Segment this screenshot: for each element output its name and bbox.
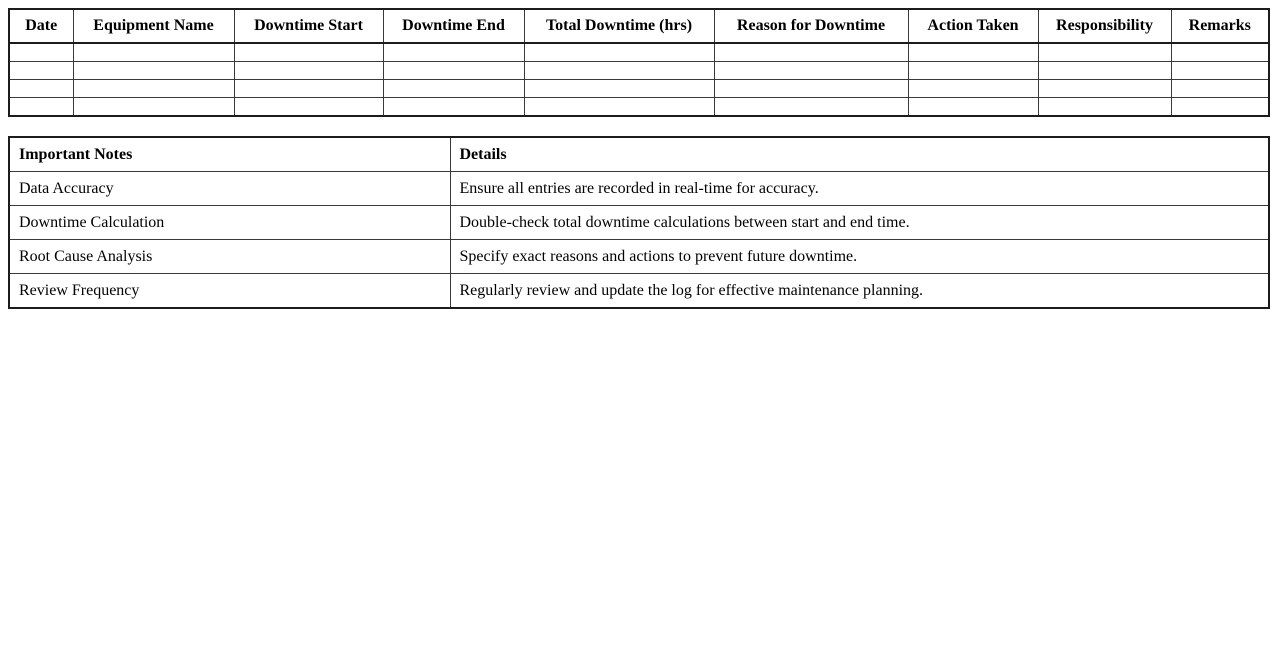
column-header-total-downtime: Total Downtime (hrs)	[524, 9, 714, 43]
table-row	[9, 98, 1269, 117]
empty-cell	[234, 43, 383, 62]
empty-cell	[908, 80, 1038, 98]
empty-cell	[9, 80, 73, 98]
table-row	[9, 240, 1269, 274]
empty-cell	[524, 43, 714, 62]
note-label: Root Cause Analysis	[9, 240, 450, 274]
table-row	[9, 274, 1269, 309]
empty-cell	[383, 43, 524, 62]
column-header-downtime-end: Downtime End	[383, 9, 524, 43]
empty-cell	[1038, 80, 1171, 98]
column-header-date: Date	[9, 9, 73, 43]
column-header-responsibility: Responsibility	[1038, 9, 1171, 43]
empty-cell	[73, 62, 234, 80]
empty-cell	[524, 98, 714, 117]
empty-cell	[383, 80, 524, 98]
column-header-remarks: Remarks	[1171, 9, 1269, 43]
empty-cell	[714, 98, 908, 117]
column-header-important-notes: Important Notes	[9, 137, 450, 172]
empty-cell	[1171, 43, 1269, 62]
empty-cell	[524, 80, 714, 98]
important-notes-table	[8, 136, 1270, 309]
empty-cell	[908, 98, 1038, 117]
table-row	[9, 43, 1269, 62]
empty-cell	[1038, 43, 1171, 62]
empty-cell	[714, 80, 908, 98]
empty-cell	[9, 43, 73, 62]
note-detail: Ensure all entries are recorded in real-time for accuracy.	[450, 172, 1269, 206]
note-label: Data Accuracy	[9, 172, 450, 206]
empty-cell	[73, 98, 234, 117]
column-header-downtime-start: Downtime Start	[234, 9, 383, 43]
empty-cell	[234, 98, 383, 117]
table-row	[9, 80, 1269, 98]
table-row	[9, 206, 1269, 240]
empty-cell	[234, 62, 383, 80]
column-header-action-taken: Action Taken	[908, 9, 1038, 43]
note-detail: Double-check total downtime calculations between start and end time.	[450, 206, 1269, 240]
empty-cell	[9, 98, 73, 117]
note-label: Review Frequency	[9, 274, 450, 309]
column-header-reason: Reason for Downtime	[714, 9, 908, 43]
table-row	[9, 172, 1269, 206]
empty-cell	[234, 80, 383, 98]
empty-cell	[908, 62, 1038, 80]
empty-cell	[73, 80, 234, 98]
empty-cell	[383, 62, 524, 80]
empty-cell	[383, 98, 524, 117]
column-header-equipment-name: Equipment Name	[73, 9, 234, 43]
empty-cell	[9, 62, 73, 80]
empty-cell	[1038, 98, 1171, 117]
table-row	[9, 62, 1269, 80]
empty-cell	[524, 62, 714, 80]
empty-cell	[1171, 80, 1269, 98]
column-header-details: Details	[450, 137, 1269, 172]
empty-cell	[714, 62, 908, 80]
empty-cell	[73, 43, 234, 62]
downtime-log-table	[8, 8, 1270, 117]
empty-cell	[1038, 62, 1171, 80]
note-detail: Regularly review and update the log for effective maintenance planning.	[450, 274, 1269, 309]
note-detail: Specify exact reasons and actions to prevent future downtime.	[450, 240, 1269, 274]
empty-cell	[714, 43, 908, 62]
downtime-header-row	[9, 9, 1269, 43]
empty-cell	[1171, 98, 1269, 117]
empty-cell	[908, 43, 1038, 62]
notes-header-row	[9, 137, 1269, 172]
empty-cell	[1171, 62, 1269, 80]
note-label: Downtime Calculation	[9, 206, 450, 240]
